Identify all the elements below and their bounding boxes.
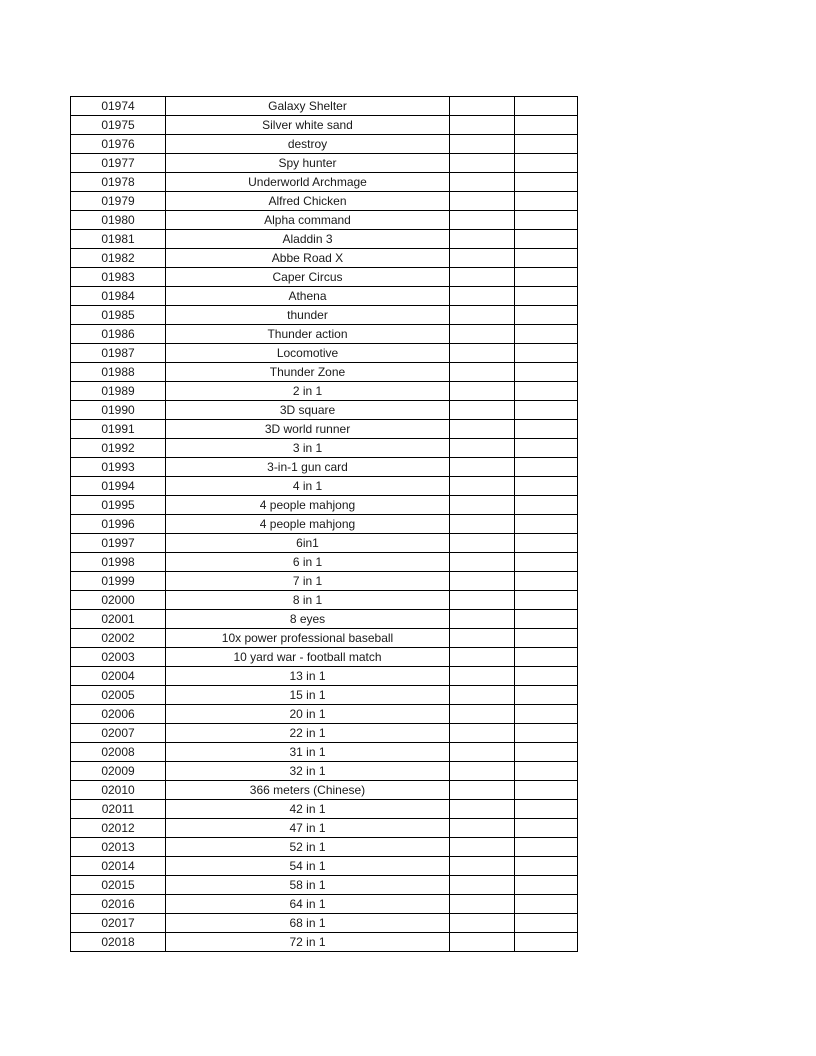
- table-row: [71, 401, 578, 420]
- cell-empty-2: [515, 135, 578, 154]
- cell-empty-2: [515, 192, 578, 211]
- cell-empty-2: [515, 857, 578, 876]
- cell-id: 01991: [71, 420, 166, 439]
- cell-name: 3-in-1 gun card: [166, 458, 450, 477]
- cell-id: 01988: [71, 363, 166, 382]
- cell-empty-2: [515, 363, 578, 382]
- cell-empty-1: [450, 363, 515, 382]
- cell-empty-1: [450, 135, 515, 154]
- cell-id: 02014: [71, 857, 166, 876]
- cell-id: 01984: [71, 287, 166, 306]
- cell-empty-2: [515, 268, 578, 287]
- cell-id: 02005: [71, 686, 166, 705]
- cell-id: 02008: [71, 743, 166, 762]
- cell-id: 02013: [71, 838, 166, 857]
- cell-empty-1: [450, 249, 515, 268]
- cell-empty-1: [450, 458, 515, 477]
- cell-empty-1: [450, 192, 515, 211]
- cell-id: 01995: [71, 496, 166, 515]
- cell-name: Athena: [166, 287, 450, 306]
- cell-id: 01979: [71, 192, 166, 211]
- cell-id: 01983: [71, 268, 166, 287]
- cell-empty-1: [450, 629, 515, 648]
- cell-empty-1: [450, 382, 515, 401]
- cell-empty-2: [515, 211, 578, 230]
- table-row: [71, 268, 578, 287]
- cell-name: Alfred Chicken: [166, 192, 450, 211]
- cell-empty-2: [515, 667, 578, 686]
- cell-empty-2: [515, 325, 578, 344]
- cell-empty-2: [515, 344, 578, 363]
- cell-name: Silver white sand: [166, 116, 450, 135]
- cell-empty-1: [450, 230, 515, 249]
- cell-empty-2: [515, 173, 578, 192]
- cell-empty-2: [515, 800, 578, 819]
- cell-empty-2: [515, 743, 578, 762]
- cell-empty-2: [515, 838, 578, 857]
- cell-name: 22 in 1: [166, 724, 450, 743]
- table-row: [71, 477, 578, 496]
- cell-name: 58 in 1: [166, 876, 450, 895]
- cell-empty-1: [450, 781, 515, 800]
- cell-empty-2: [515, 401, 578, 420]
- cell-empty-2: [515, 477, 578, 496]
- cell-name: Abbe Road X: [166, 249, 450, 268]
- cell-id: 01998: [71, 553, 166, 572]
- cell-empty-2: [515, 933, 578, 952]
- cell-name: 2 in 1: [166, 382, 450, 401]
- cell-name: 13 in 1: [166, 667, 450, 686]
- cell-name: 54 in 1: [166, 857, 450, 876]
- table-row: [71, 743, 578, 762]
- cell-empty-1: [450, 325, 515, 344]
- game-list-table: [70, 96, 578, 952]
- cell-name: Galaxy Shelter: [166, 97, 450, 116]
- cell-empty-2: [515, 97, 578, 116]
- cell-empty-1: [450, 591, 515, 610]
- cell-empty-2: [515, 724, 578, 743]
- cell-empty-1: [450, 610, 515, 629]
- cell-name: 52 in 1: [166, 838, 450, 857]
- table-row: [71, 439, 578, 458]
- table-row: [71, 97, 578, 116]
- cell-empty-1: [450, 667, 515, 686]
- cell-id: 02001: [71, 610, 166, 629]
- table-body: [71, 97, 578, 952]
- table-row: [71, 914, 578, 933]
- cell-empty-1: [450, 914, 515, 933]
- cell-id: 02002: [71, 629, 166, 648]
- cell-empty-1: [450, 648, 515, 667]
- cell-id: 01982: [71, 249, 166, 268]
- cell-name: 10 yard war - football match: [166, 648, 450, 667]
- table-row: [71, 591, 578, 610]
- table-row: [71, 572, 578, 591]
- cell-empty-2: [515, 705, 578, 724]
- table-row: [71, 705, 578, 724]
- table-row: [71, 553, 578, 572]
- cell-empty-2: [515, 439, 578, 458]
- cell-id: 01996: [71, 515, 166, 534]
- cell-id: 01993: [71, 458, 166, 477]
- cell-empty-1: [450, 515, 515, 534]
- cell-empty-1: [450, 344, 515, 363]
- cell-name: 32 in 1: [166, 762, 450, 781]
- cell-empty-2: [515, 306, 578, 325]
- cell-empty-2: [515, 876, 578, 895]
- cell-empty-2: [515, 610, 578, 629]
- cell-empty-2: [515, 572, 578, 591]
- cell-empty-1: [450, 876, 515, 895]
- cell-empty-1: [450, 553, 515, 572]
- cell-empty-1: [450, 287, 515, 306]
- cell-name: destroy: [166, 135, 450, 154]
- cell-id: 02015: [71, 876, 166, 895]
- cell-name: 6 in 1: [166, 553, 450, 572]
- cell-name: 3 in 1: [166, 439, 450, 458]
- table-row: [71, 838, 578, 857]
- cell-empty-1: [450, 724, 515, 743]
- cell-empty-2: [515, 496, 578, 515]
- table-row: [71, 344, 578, 363]
- cell-empty-1: [450, 496, 515, 515]
- cell-empty-1: [450, 762, 515, 781]
- cell-name: Alpha command: [166, 211, 450, 230]
- cell-id: 02016: [71, 895, 166, 914]
- cell-empty-2: [515, 458, 578, 477]
- cell-id: 01981: [71, 230, 166, 249]
- cell-id: 01977: [71, 154, 166, 173]
- table-row: [71, 781, 578, 800]
- table-row: [71, 876, 578, 895]
- cell-empty-1: [450, 116, 515, 135]
- cell-id: 01992: [71, 439, 166, 458]
- table-row: [71, 154, 578, 173]
- cell-empty-1: [450, 154, 515, 173]
- table-row: [71, 515, 578, 534]
- table-row: [71, 173, 578, 192]
- cell-empty-1: [450, 173, 515, 192]
- cell-empty-2: [515, 629, 578, 648]
- cell-empty-1: [450, 439, 515, 458]
- table-row: [71, 192, 578, 211]
- table-row: [71, 629, 578, 648]
- cell-name: 4 in 1: [166, 477, 450, 496]
- table-row: [71, 819, 578, 838]
- cell-empty-2: [515, 819, 578, 838]
- cell-name: 68 in 1: [166, 914, 450, 933]
- cell-empty-2: [515, 591, 578, 610]
- cell-name: Locomotive: [166, 344, 450, 363]
- table-row: [71, 610, 578, 629]
- cell-empty-2: [515, 686, 578, 705]
- cell-id: 01990: [71, 401, 166, 420]
- cell-empty-1: [450, 268, 515, 287]
- cell-empty-1: [450, 534, 515, 553]
- cell-empty-2: [515, 553, 578, 572]
- cell-empty-2: [515, 762, 578, 781]
- cell-id: 02010: [71, 781, 166, 800]
- table-row: [71, 382, 578, 401]
- cell-empty-1: [450, 819, 515, 838]
- cell-name: 42 in 1: [166, 800, 450, 819]
- cell-empty-2: [515, 895, 578, 914]
- cell-id: 02009: [71, 762, 166, 781]
- cell-empty-2: [515, 515, 578, 534]
- cell-name: 8 eyes: [166, 610, 450, 629]
- cell-name: 64 in 1: [166, 895, 450, 914]
- table-row: [71, 249, 578, 268]
- table-row: [71, 287, 578, 306]
- cell-empty-1: [450, 211, 515, 230]
- cell-name: Underworld Archmage: [166, 173, 450, 192]
- cell-empty-1: [450, 800, 515, 819]
- cell-empty-1: [450, 933, 515, 952]
- cell-name: Aladdin 3: [166, 230, 450, 249]
- cell-id: 01989: [71, 382, 166, 401]
- cell-name: 10x power professional baseball: [166, 629, 450, 648]
- cell-id: 01976: [71, 135, 166, 154]
- table-row: [71, 230, 578, 249]
- cell-name: 3D world runner: [166, 420, 450, 439]
- cell-empty-1: [450, 743, 515, 762]
- cell-name: Spy hunter: [166, 154, 450, 173]
- cell-empty-1: [450, 401, 515, 420]
- cell-name: 8 in 1: [166, 591, 450, 610]
- table-row: [71, 325, 578, 344]
- cell-name: 6in1: [166, 534, 450, 553]
- cell-id: 02003: [71, 648, 166, 667]
- cell-id: 01975: [71, 116, 166, 135]
- cell-name: Thunder Zone: [166, 363, 450, 382]
- cell-id: 02004: [71, 667, 166, 686]
- cell-name: 4 people mahjong: [166, 515, 450, 534]
- table-row: [71, 363, 578, 382]
- cell-empty-2: [515, 382, 578, 401]
- cell-id: 02018: [71, 933, 166, 952]
- cell-empty-2: [515, 781, 578, 800]
- cell-name: 47 in 1: [166, 819, 450, 838]
- cell-id: 02017: [71, 914, 166, 933]
- table-row: [71, 686, 578, 705]
- table-row: [71, 116, 578, 135]
- table-row: [71, 135, 578, 154]
- table-row: [71, 306, 578, 325]
- table-row: [71, 762, 578, 781]
- cell-empty-1: [450, 477, 515, 496]
- cell-empty-2: [515, 287, 578, 306]
- cell-empty-1: [450, 420, 515, 439]
- table-row: [71, 496, 578, 515]
- cell-id: 01997: [71, 534, 166, 553]
- cell-id: 01987: [71, 344, 166, 363]
- cell-id: 02007: [71, 724, 166, 743]
- cell-empty-1: [450, 572, 515, 591]
- cell-id: 01994: [71, 477, 166, 496]
- table-row: [71, 724, 578, 743]
- cell-id: 01999: [71, 572, 166, 591]
- cell-empty-2: [515, 249, 578, 268]
- table-row: [71, 800, 578, 819]
- cell-empty-2: [515, 648, 578, 667]
- cell-empty-1: [450, 838, 515, 857]
- cell-id: 01986: [71, 325, 166, 344]
- cell-empty-2: [515, 420, 578, 439]
- table-row: [71, 534, 578, 553]
- table-row: [71, 667, 578, 686]
- cell-empty-1: [450, 306, 515, 325]
- cell-id: 01980: [71, 211, 166, 230]
- cell-name: 366 meters (Chinese): [166, 781, 450, 800]
- cell-id: 02000: [71, 591, 166, 610]
- cell-name: 31 in 1: [166, 743, 450, 762]
- cell-empty-2: [515, 230, 578, 249]
- cell-name: 20 in 1: [166, 705, 450, 724]
- cell-name: thunder: [166, 306, 450, 325]
- cell-id: 01974: [71, 97, 166, 116]
- cell-name: 4 people mahjong: [166, 496, 450, 515]
- cell-empty-2: [515, 534, 578, 553]
- table-row: [71, 648, 578, 667]
- table-row: [71, 420, 578, 439]
- cell-empty-1: [450, 895, 515, 914]
- cell-name: 7 in 1: [166, 572, 450, 591]
- cell-empty-2: [515, 914, 578, 933]
- table-row: [71, 458, 578, 477]
- cell-id: 02006: [71, 705, 166, 724]
- cell-id: 01985: [71, 306, 166, 325]
- cell-empty-1: [450, 97, 515, 116]
- cell-empty-1: [450, 857, 515, 876]
- cell-id: 02011: [71, 800, 166, 819]
- cell-empty-1: [450, 705, 515, 724]
- cell-empty-2: [515, 116, 578, 135]
- cell-id: 01978: [71, 173, 166, 192]
- cell-name: 15 in 1: [166, 686, 450, 705]
- table-row: [71, 211, 578, 230]
- cell-name: 72 in 1: [166, 933, 450, 952]
- cell-id: 02012: [71, 819, 166, 838]
- cell-name: Thunder action: [166, 325, 450, 344]
- cell-name: 3D square: [166, 401, 450, 420]
- cell-name: Caper Circus: [166, 268, 450, 287]
- table-row: [71, 857, 578, 876]
- table-row: [71, 895, 578, 914]
- cell-empty-2: [515, 154, 578, 173]
- table-row: [71, 933, 578, 952]
- cell-empty-1: [450, 686, 515, 705]
